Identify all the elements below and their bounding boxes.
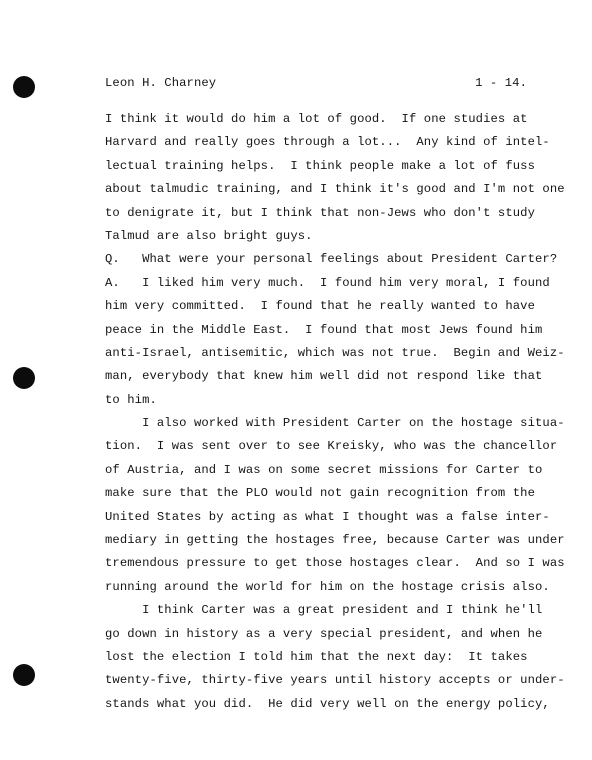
text-line: anti-Israel, antisemitic, which was not true. Begin and Weiz- xyxy=(105,345,565,360)
text-line: of Austria, and I was on some secret missions for Carter to xyxy=(105,462,543,477)
text-line: twenty-five, thirty-five years until history accepts or under- xyxy=(105,673,565,688)
text-line: stands what you did. He did very well on the energy policy, xyxy=(105,696,550,711)
text-line: to denigrate it, but I think that non-Jews who don't study xyxy=(105,205,535,220)
text-line: Harvard and really goes through a lot... Any kind of intel- xyxy=(105,135,550,150)
text-line: go down in history as a very special president, and when he xyxy=(105,626,543,641)
text-line: him very committed. I found that he really wanted to have xyxy=(105,299,535,314)
transcript-body xyxy=(105,108,565,716)
text-line: tion. I was sent over to see Kreisky, who was the chancellor xyxy=(105,439,558,454)
header-author: Leon H. Charney xyxy=(105,76,217,90)
paragraph-start-line: I think Carter was a great president and I think he'll xyxy=(105,603,543,618)
binder-hole xyxy=(13,76,35,98)
text-line: lost the election I told him that the next day: It takes xyxy=(105,649,528,664)
answer-line: A. I liked him very much. I found him very moral, I found xyxy=(105,275,550,290)
text-line: tremendous pressure to get those hostages clear. And so I was xyxy=(105,556,565,571)
text-line: man, everybody that knew him well did not respond like that xyxy=(105,369,543,384)
text-line: peace in the Middle East. I found that most Jews found him xyxy=(105,322,543,337)
text-line: lectual training helps. I think people make a lot of fuss xyxy=(105,158,535,173)
text-line: make sure that the PLO would not gain recognition from the xyxy=(105,486,535,501)
question-line: Q. What were your personal feelings about President Carter? xyxy=(105,252,558,267)
text-line: I think it would do him a lot of good. If one studies at xyxy=(105,112,528,126)
text-line: mediary in getting the hostages free, because Carter was under xyxy=(105,533,565,548)
text-line: United States by acting as what I thought was a false inter- xyxy=(105,509,550,524)
binder-hole xyxy=(13,664,35,686)
page-header xyxy=(105,76,527,94)
text-line: running around the world for him on the hostage crisis also. xyxy=(105,579,550,594)
paragraph-start-line: I also worked with President Carter on the hostage situa- xyxy=(105,416,565,431)
text-line: Talmud are also bright guys. xyxy=(105,228,313,243)
text-line: to him. xyxy=(105,392,157,407)
header-page-number: 1 - 14. xyxy=(475,76,527,90)
text-line: about talmudic training, and I think it's good and I'm not one xyxy=(105,182,565,197)
binder-hole xyxy=(13,367,35,389)
